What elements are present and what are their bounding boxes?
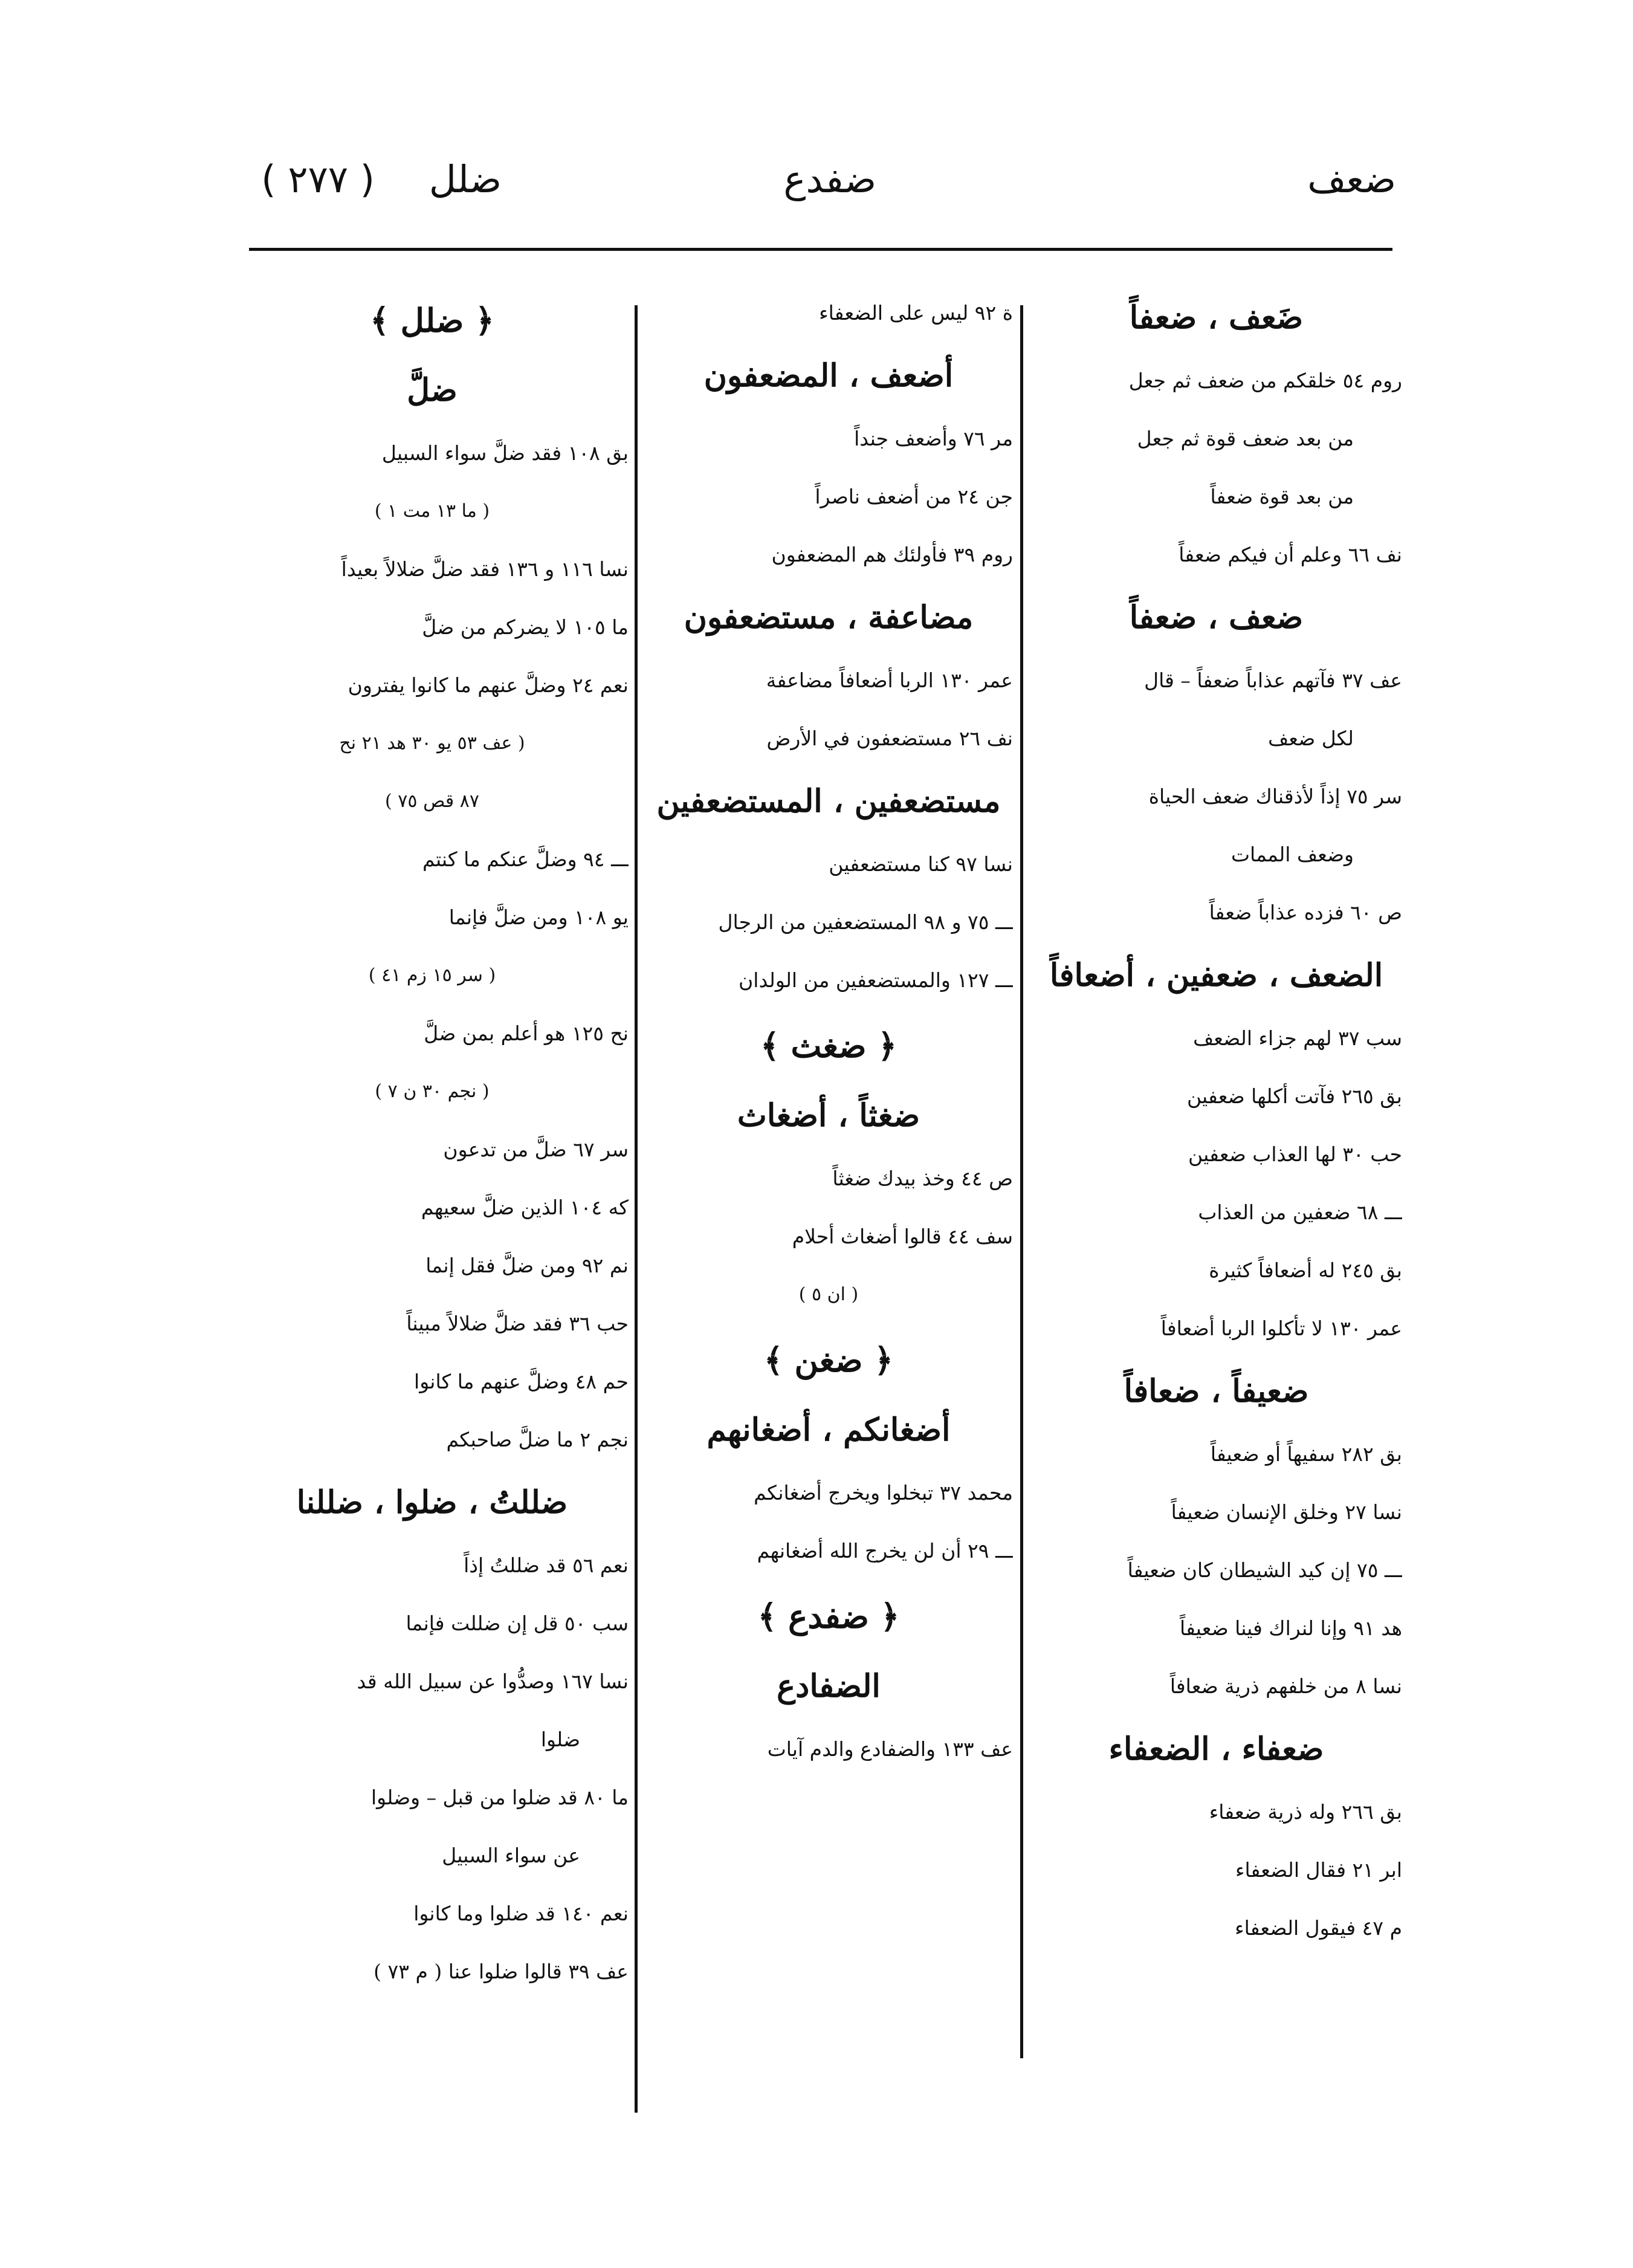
verse-reference: روم ٥٤ خلقكم من ضعف ثم جعل [1128, 369, 1402, 392]
verse-reference: حم ٤٨ وضلَّ عنهم ما كانوا [414, 1370, 629, 1393]
verse-reference: بق ٢٦٥ فآتت أكلها ضعفين [1186, 1084, 1402, 1108]
verse-reference: نعم ١٤٠ قد ضلوا وما كانوا [413, 1902, 629, 1925]
verse-reference: حب ٣٠ لها العذاب ضعفين [1188, 1142, 1402, 1166]
verse-reference: ـــ ٧٥ و ٩٨ المستضعفين من الرجال [718, 910, 1013, 934]
verse-reference: ـــ ١٢٧ والمستضعفين من الولدان [739, 968, 1013, 992]
entry-heading: أضعف ، المضعفون [703, 357, 954, 394]
entry-heading: أضغانكم ، أضغانهم [707, 1411, 951, 1448]
entry-heading: ضغثاً ، أضغاث [737, 1097, 920, 1134]
verse-reference: عف ١٣٣ والضفادع والدم آيات [767, 1737, 1013, 1761]
verse-reference: ـــ ٦٨ ضعفين من العذاب [1198, 1200, 1402, 1224]
entry-heading: ضعف ، ضعفاً [1129, 599, 1304, 636]
verse-reference: سف ٤٤ قالوا أضغاث أحلام [792, 1225, 1013, 1248]
entry-heading: ضَعف ، ضعفاً [1129, 299, 1304, 336]
header-rule [249, 248, 1392, 251]
verse-reference: ما ١٠٥ لا يضركم من ضلَّ [422, 615, 629, 639]
page-number: ( ٢٧٧ ) [261, 157, 375, 201]
verse-reference: روم ٣٩ فأولئك هم المضعفون [771, 543, 1013, 566]
verse-reference: ص ٤٤ وخذ بيدك ضغثاً [832, 1167, 1013, 1190]
verse-reference: سب ٥٠ قل إن ضللت فإنما [406, 1612, 629, 1635]
cross-reference: ( عف ٥٣ يو ٣٠ هد ٢١ نح [339, 733, 525, 754]
cross-reference: ( سر ١٥ زم ٤١ ) [368, 965, 496, 986]
verse-reference: بق ٢٤٥ له أضعافاً كثيرة [1209, 1259, 1402, 1282]
cross-reference: ( ما ١٣ مت ١ ) [374, 501, 490, 522]
verse-reference: نسا ٩٧ كنا مستضعفين [829, 852, 1013, 876]
verse-reference: جن ٢٤ من أضعف ناصراً [815, 485, 1013, 508]
verse-reference: كه ١٠٤ الذين ضلَّ سعيهم [421, 1196, 629, 1219]
verse-continuation: عن سواء السبيل [442, 1844, 580, 1867]
verse-reference: هد ٩١ وإنا لنراك فينا ضعيفاً [1180, 1616, 1402, 1640]
page-header [248, 151, 1396, 224]
verse-reference: عف ٣٧ فآتهم عذاباً ضعفاً – قال [1144, 669, 1402, 692]
verse-reference: يو ١٠٨ ومن ضلَّ فإنما [448, 906, 629, 929]
column-right [1030, 284, 1402, 1957]
column-left [236, 284, 629, 2001]
column-middle [644, 284, 1013, 1778]
verse-continuation: لكل ضعف [1268, 727, 1354, 750]
entry-heading: الضفادع [777, 1668, 881, 1705]
column-divider-right [1020, 305, 1023, 2058]
entry-heading: ضلَّ [407, 372, 458, 409]
verse-reference: بق ٢٦٦ وله ذرية ضعفاء [1209, 1800, 1402, 1824]
verse-reference: نف ٦٦ وعلم أن فيكم ضعفاً [1179, 543, 1402, 566]
verse-reference: محمد ٣٧ تبخلوا ويخرج أضغانكم [754, 1481, 1013, 1505]
verse-reference: حب ٣٦ فقد ضلَّ ضلالاً مبيناً [406, 1312, 629, 1335]
verse-reference: نعم ٥٦ قد ضللتُ إذاً [464, 1554, 629, 1577]
entry-heading: ضعيفاً ، ضعافاً [1124, 1373, 1309, 1410]
root-heading: ﴿ ضغث ﴾ [760, 1026, 897, 1065]
verse-reference: عمر ١٣٠ لا تأكلوا الربا أضعافاً [1160, 1317, 1402, 1340]
verse-reference: ما ٨٠ قد ضلوا من قبل – وضلوا [370, 1786, 629, 1809]
verse-reference: بق ١٠٨ فقد ضلَّ سواء السبيل [381, 441, 629, 465]
verse-reference: نف ٢٦ مستضعفون في الأرض [766, 727, 1013, 750]
column-divider-left [635, 305, 638, 2113]
cross-reference: ٨٧ قص ٧٥ ) [385, 791, 479, 812]
header-middle-word: ضفدع [783, 157, 876, 201]
verse-reference: نم ٩٢ ومن ضلَّ فقل إنما [425, 1254, 629, 1277]
root-heading: ﴿ ضغن ﴾ [764, 1341, 893, 1379]
header-left-word: ضلل [428, 157, 502, 201]
verse-reference: نسا ٨ من خلفهم ذرية ضعافاً [1169, 1674, 1402, 1698]
verse-reference: نسا ١٦٧ وصدُّوا عن سبيل الله قد [357, 1670, 629, 1693]
verse-continuation: من بعد قوة ضعفاً [1210, 485, 1354, 508]
verse-reference: نح ١٢٥ هو أعلم بمن ضلَّ [424, 1022, 629, 1045]
verse-reference: ـــ ٩٤ وضلَّ عنكم ما كنتم [422, 847, 629, 871]
verse-reference: ة ٩٢ ليس على الضعفاء [819, 301, 1013, 325]
cross-reference: ( ان ٥ ) [798, 1284, 859, 1305]
entry-heading: الضعف ، ضعفين ، أضعافاً [1049, 957, 1383, 994]
verse-reference: عمر ١٣٠ الربا أضعافاً مضاعفة [766, 669, 1013, 692]
verse-reference: نسا ١١٦ و ١٣٦ فقد ضلَّ ضلالاً بعيداً [341, 557, 629, 581]
verse-reference: نجم ٢ ما ضلَّ صاحبكم [446, 1428, 629, 1451]
verse-reference: نسا ٢٧ وخلق الإنسان ضعيفاً [1171, 1500, 1402, 1524]
verse-reference: ص ٦٠ فزده عذاباً ضعفاً [1209, 901, 1402, 924]
verse-reference: سر ٧٥ إذاً لأذقناك ضعف الحياة [1148, 785, 1402, 808]
header-right-word: ضعف [1307, 157, 1396, 201]
verse-reference: ابر ٢١ فقال الضعفاء [1235, 1858, 1402, 1882]
verse-continuation: وضعف الممات [1230, 843, 1354, 866]
verse-reference: بق ٢٨٢ سفيهاً أو ضعيفاً [1210, 1442, 1402, 1466]
verse-reference: عف ٣٩ قالوا ضلوا عنا ( م ٧٣ ) [373, 1960, 629, 1983]
entry-heading: ضعفاء ، الضعفاء [1108, 1731, 1324, 1767]
root-heading: ﴿ ضفدع ﴾ [757, 1597, 900, 1636]
cross-reference: ( نجم ٣٠ ن ٧ ) [375, 1081, 490, 1102]
verse-reference: ـــ ٢٩ أن لن يخرج الله أضغانهم [757, 1539, 1013, 1563]
verse-reference: نعم ٢٤ وضلَّ عنهم ما كانوا يفترون [348, 673, 629, 697]
entry-heading: مستضعفين ، المستضعفين [656, 783, 1001, 820]
verse-reference: ـــ ٧٥ إن كيد الشيطان كان ضعيفاً [1127, 1558, 1402, 1582]
root-heading: ﴿ ضلل ﴾ [370, 301, 494, 340]
verse-reference: مر ٧٦ وأضعف جنداً [854, 427, 1013, 450]
verse-continuation: من بعد ضعف قوة ثم جعل [1137, 427, 1354, 450]
entry-heading: مضاعفة ، مستضعفون [684, 599, 974, 636]
verse-reference: م ٤٧ فيقول الضعفاء [1235, 1916, 1402, 1940]
verse-continuation: ضلوا [540, 1728, 580, 1751]
verse-reference: سب ٣٧ لهم جزاء الضعف [1193, 1026, 1402, 1050]
verse-reference: سر ٦٧ ضلَّ من تدعون [443, 1138, 629, 1161]
entry-heading: ضللتُ ، ضلوا ، ضللنا [296, 1484, 568, 1521]
